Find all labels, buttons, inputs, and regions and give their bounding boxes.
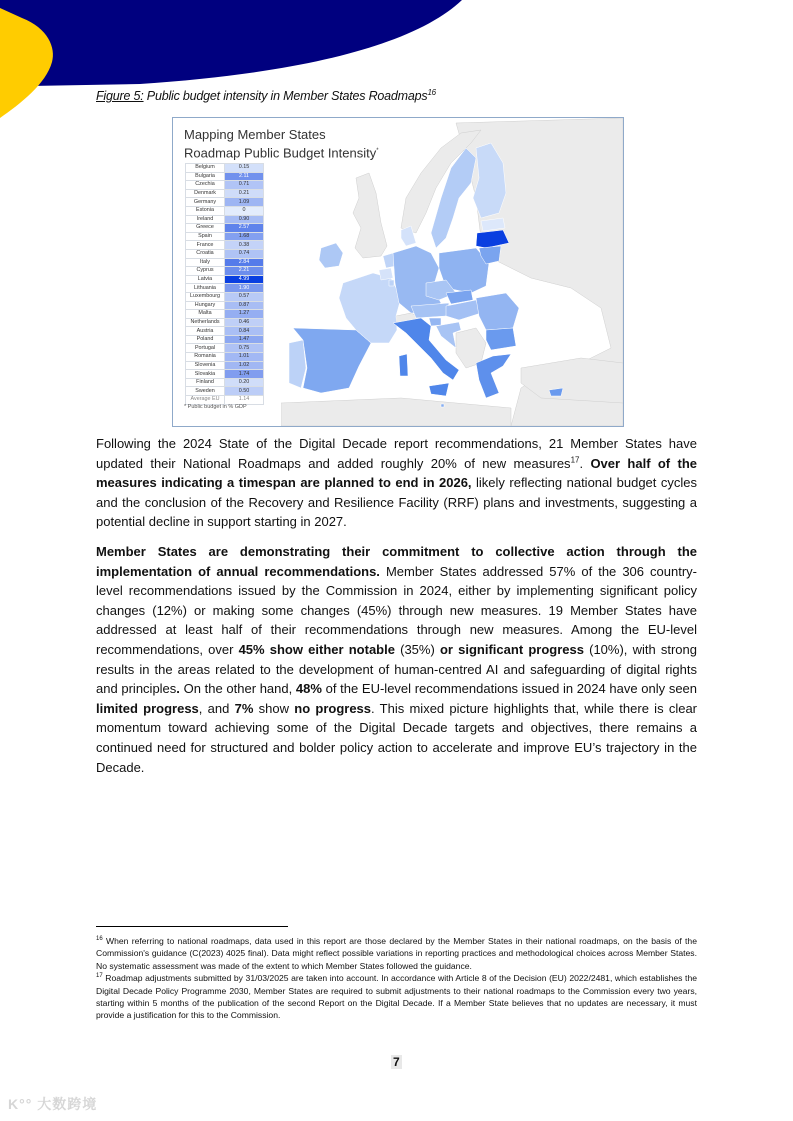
country-name: Cyprus bbox=[186, 267, 225, 276]
map-slovenia bbox=[429, 318, 441, 326]
figure-note: * Public budget in % GDP bbox=[184, 404, 247, 410]
table-row bbox=[186, 249, 264, 258]
table-row bbox=[186, 327, 264, 336]
figure-title bbox=[184, 127, 379, 161]
table-row bbox=[186, 224, 264, 233]
table-row bbox=[186, 301, 264, 310]
country-name: Poland bbox=[186, 335, 225, 344]
map-belgium bbox=[379, 268, 393, 280]
budget-value: 0.20 bbox=[225, 378, 264, 387]
p2-text-4: On the other hand, bbox=[179, 681, 296, 697]
p2-bold-2: 45% show either notable bbox=[238, 641, 395, 657]
table-row bbox=[186, 206, 264, 215]
table-row bbox=[186, 387, 264, 396]
budget-value: 1.14 bbox=[225, 396, 264, 405]
budget-value: 0.75 bbox=[225, 344, 264, 353]
country-name: Estonia bbox=[186, 206, 225, 215]
footnote-ref-16[interactable]: 16 bbox=[427, 88, 436, 97]
budget-intensity-table bbox=[185, 163, 264, 405]
table-row bbox=[186, 361, 264, 370]
p2-bold-4: . bbox=[176, 681, 180, 697]
country-name: Average EU bbox=[186, 396, 225, 405]
p2-bold-5: 48% bbox=[295, 681, 322, 697]
europe-choropleth-map bbox=[281, 118, 623, 426]
budget-value: 1.68 bbox=[225, 232, 264, 241]
budget-value: 0.87 bbox=[225, 301, 264, 310]
budget-value: 1.47 bbox=[225, 335, 264, 344]
country-name: Austria bbox=[186, 327, 225, 336]
country-name: France bbox=[186, 241, 225, 250]
footnote-17-text: Roadmap adjustments submitted by 31/03/2025 are taken into account. In accordance with Article 8 of the Decision (EU) 2022/2481, which establishes the Digital Decade Policy Programme 2030, Member States are required to submit adjustments to their national roadmaps to the Commission every two years, starting within 5 months of the publication of the second Report on the Digital Decade. If a Member State believes that no updates are necessary, it must provide a justification for this to the Commission. bbox=[96, 973, 697, 1021]
budget-value: 0.71 bbox=[225, 181, 264, 190]
figure-caption bbox=[96, 88, 436, 103]
budget-value: 2.57 bbox=[225, 224, 264, 233]
p1-bold-1: Over half of the measures indicating a timespan are planned to end in 2026, bbox=[96, 455, 697, 491]
p2-text-3: (10%), with strong results in the areas related to the development of human-centred AI and safeguarding of digital rights and principles bbox=[96, 641, 697, 697]
country-name: Latvia bbox=[186, 275, 225, 284]
paragraph-2 bbox=[96, 542, 697, 777]
budget-value: 0.50 bbox=[225, 387, 264, 396]
budget-value: 1.90 bbox=[225, 284, 264, 293]
footnote-17 bbox=[96, 972, 697, 1022]
map-malta bbox=[441, 404, 444, 407]
budget-value: 1.09 bbox=[225, 198, 264, 207]
country-name: Sweden bbox=[186, 387, 225, 396]
country-name: Hungary bbox=[186, 301, 225, 310]
footnote-ref-17[interactable]: 17 bbox=[570, 455, 580, 465]
footnote-16-number: 16 bbox=[96, 936, 103, 943]
p2-text-6: , and bbox=[198, 700, 235, 716]
map-sardinia bbox=[399, 354, 408, 376]
figure-title-line1: Mapping Member States bbox=[184, 127, 326, 142]
country-name: Luxembourg bbox=[186, 292, 225, 301]
p1-text-3: likely reflecting national budget cycles and the conclusion of the Recovery and Resilience Facility (RRF) plans and investments, suggesting a potential decline in support starting in 2027. bbox=[96, 475, 697, 530]
table-row bbox=[186, 198, 264, 207]
country-name: Romania bbox=[186, 353, 225, 362]
p2-text-8: . This mixed picture highlights that, while there is clear momentum toward achieving some of the Digital Decade targets and objectives, there remains a continued need for structured and bolder policy action to accelerate and improve EU’s trajectory in the Decade. bbox=[96, 700, 697, 775]
figure-title-asterisk: * bbox=[376, 148, 379, 154]
budget-value: 2.21 bbox=[225, 267, 264, 276]
table-row bbox=[186, 164, 264, 173]
country-name: Czechia bbox=[186, 181, 225, 190]
p2-bold-3: or significant progress bbox=[439, 641, 584, 657]
budget-value: 1.27 bbox=[225, 310, 264, 319]
country-name: Italy bbox=[186, 258, 225, 267]
country-name: Belgium bbox=[186, 164, 225, 173]
country-name: Finland bbox=[186, 378, 225, 387]
country-name: Slovakia bbox=[186, 370, 225, 379]
budget-value: 1.74 bbox=[225, 370, 264, 379]
table-row bbox=[186, 310, 264, 319]
country-name: Portugal bbox=[186, 344, 225, 353]
table-row bbox=[186, 378, 264, 387]
figure-title-line2: Roadmap Public Budget Intensity bbox=[184, 145, 377, 161]
figure-label: Figure 5: bbox=[96, 89, 144, 104]
country-name: Germany bbox=[186, 198, 225, 207]
country-name: Greece bbox=[186, 224, 225, 233]
footnote-separator bbox=[96, 926, 288, 927]
p2-text-5: of the EU-level recommendations issued in 2024 have only seen bbox=[321, 681, 698, 697]
budget-value: 1.02 bbox=[225, 361, 264, 370]
p2-text-1: Member States addressed 57% of the 306 country-level recommendations issued by the Commission in 2024, either by implementing significant policy changes (12%) or making some changes (45%) through new measures. 19 Member States have addressed at least half of their recommendations through new measures. Among the EU-level recommendations, over bbox=[96, 563, 698, 657]
budget-value: 0.57 bbox=[225, 292, 264, 301]
map-bulgaria bbox=[486, 328, 516, 350]
country-name: Bulgaria bbox=[186, 172, 225, 181]
country-name: Croatia bbox=[186, 249, 225, 258]
country-name: Malta bbox=[186, 310, 225, 319]
footnote-16-text: When referring to national roadmaps, data used in this report are those declared by the Member States in their national roadmaps, on the basis of the Commission's guidance (C(2023) 4025 final). Data might reflect possible variations in reporting practices and methodological choices across Member States. No systematic assessment was made of the extent to which Member States followed the guidance. bbox=[96, 936, 697, 971]
budget-value: 0 bbox=[225, 206, 264, 215]
p1-text-2: . bbox=[579, 455, 591, 471]
table-row bbox=[186, 181, 264, 190]
figure-caption-text: Public budget intensity in Member States Roadmaps bbox=[143, 89, 428, 104]
budget-value: 2.11 bbox=[225, 172, 264, 181]
country-name: Slovenia bbox=[186, 361, 225, 370]
paragraph-1 bbox=[96, 434, 697, 532]
table-row bbox=[186, 396, 264, 405]
budget-value: 0.90 bbox=[225, 215, 264, 224]
p2-bold-6: limited progress bbox=[96, 700, 199, 716]
country-name: Spain bbox=[186, 232, 225, 241]
p2-text-2: (35%) bbox=[394, 641, 440, 657]
country-name: Ireland bbox=[186, 215, 225, 224]
table-row bbox=[186, 353, 264, 362]
map-luxembourg bbox=[389, 280, 394, 286]
header-decoration bbox=[0, 0, 793, 130]
page-number: 7 bbox=[393, 1055, 400, 1069]
budget-value: 0.46 bbox=[225, 318, 264, 327]
table-row bbox=[186, 292, 264, 301]
table-row bbox=[186, 284, 264, 293]
navy-swoosh bbox=[0, 0, 462, 86]
budget-value: 4.99 bbox=[225, 275, 264, 284]
budget-value: 0.38 bbox=[225, 241, 264, 250]
p2-text-7: show bbox=[253, 700, 295, 716]
table-row bbox=[186, 241, 264, 250]
budget-value: 0.74 bbox=[225, 249, 264, 258]
table-row bbox=[186, 258, 264, 267]
table-row bbox=[186, 335, 264, 344]
country-name: Lithuania bbox=[186, 284, 225, 293]
table-row bbox=[186, 189, 264, 198]
footnote-17-number: 17 bbox=[96, 973, 103, 980]
p2-bold-1: Member States are demonstrating their commitment to collective action through the implementation of annual recommendations. bbox=[96, 544, 697, 579]
figure-5-map bbox=[172, 117, 624, 427]
table-row bbox=[186, 172, 264, 181]
budget-value: 2.84 bbox=[225, 258, 264, 267]
p2-bold-7: 7% bbox=[234, 700, 254, 716]
table-row bbox=[186, 344, 264, 353]
table-row bbox=[186, 275, 264, 284]
footnotes bbox=[96, 935, 697, 1022]
budget-value: 0.15 bbox=[225, 164, 264, 173]
table-row bbox=[186, 370, 264, 379]
country-name: Denmark bbox=[186, 189, 225, 198]
budget-value: 1.01 bbox=[225, 353, 264, 362]
p1-text-1: Following the 2024 State of the Digital Decade report recommendations, 21 Member States have updated their National Roadmaps and added roughly 20% of new measures bbox=[96, 436, 697, 471]
table-row bbox=[186, 232, 264, 241]
p2-bold-8: no progress bbox=[294, 700, 372, 716]
watermark-logo: K°° 大数跨境 bbox=[8, 1096, 98, 1112]
country-name: Netherlands bbox=[186, 318, 225, 327]
footnote-16 bbox=[96, 935, 697, 972]
budget-value: 0.21 bbox=[225, 189, 264, 198]
table-row bbox=[186, 318, 264, 327]
table-row bbox=[186, 267, 264, 276]
budget-value: 0.84 bbox=[225, 327, 264, 336]
table-row bbox=[186, 215, 264, 224]
